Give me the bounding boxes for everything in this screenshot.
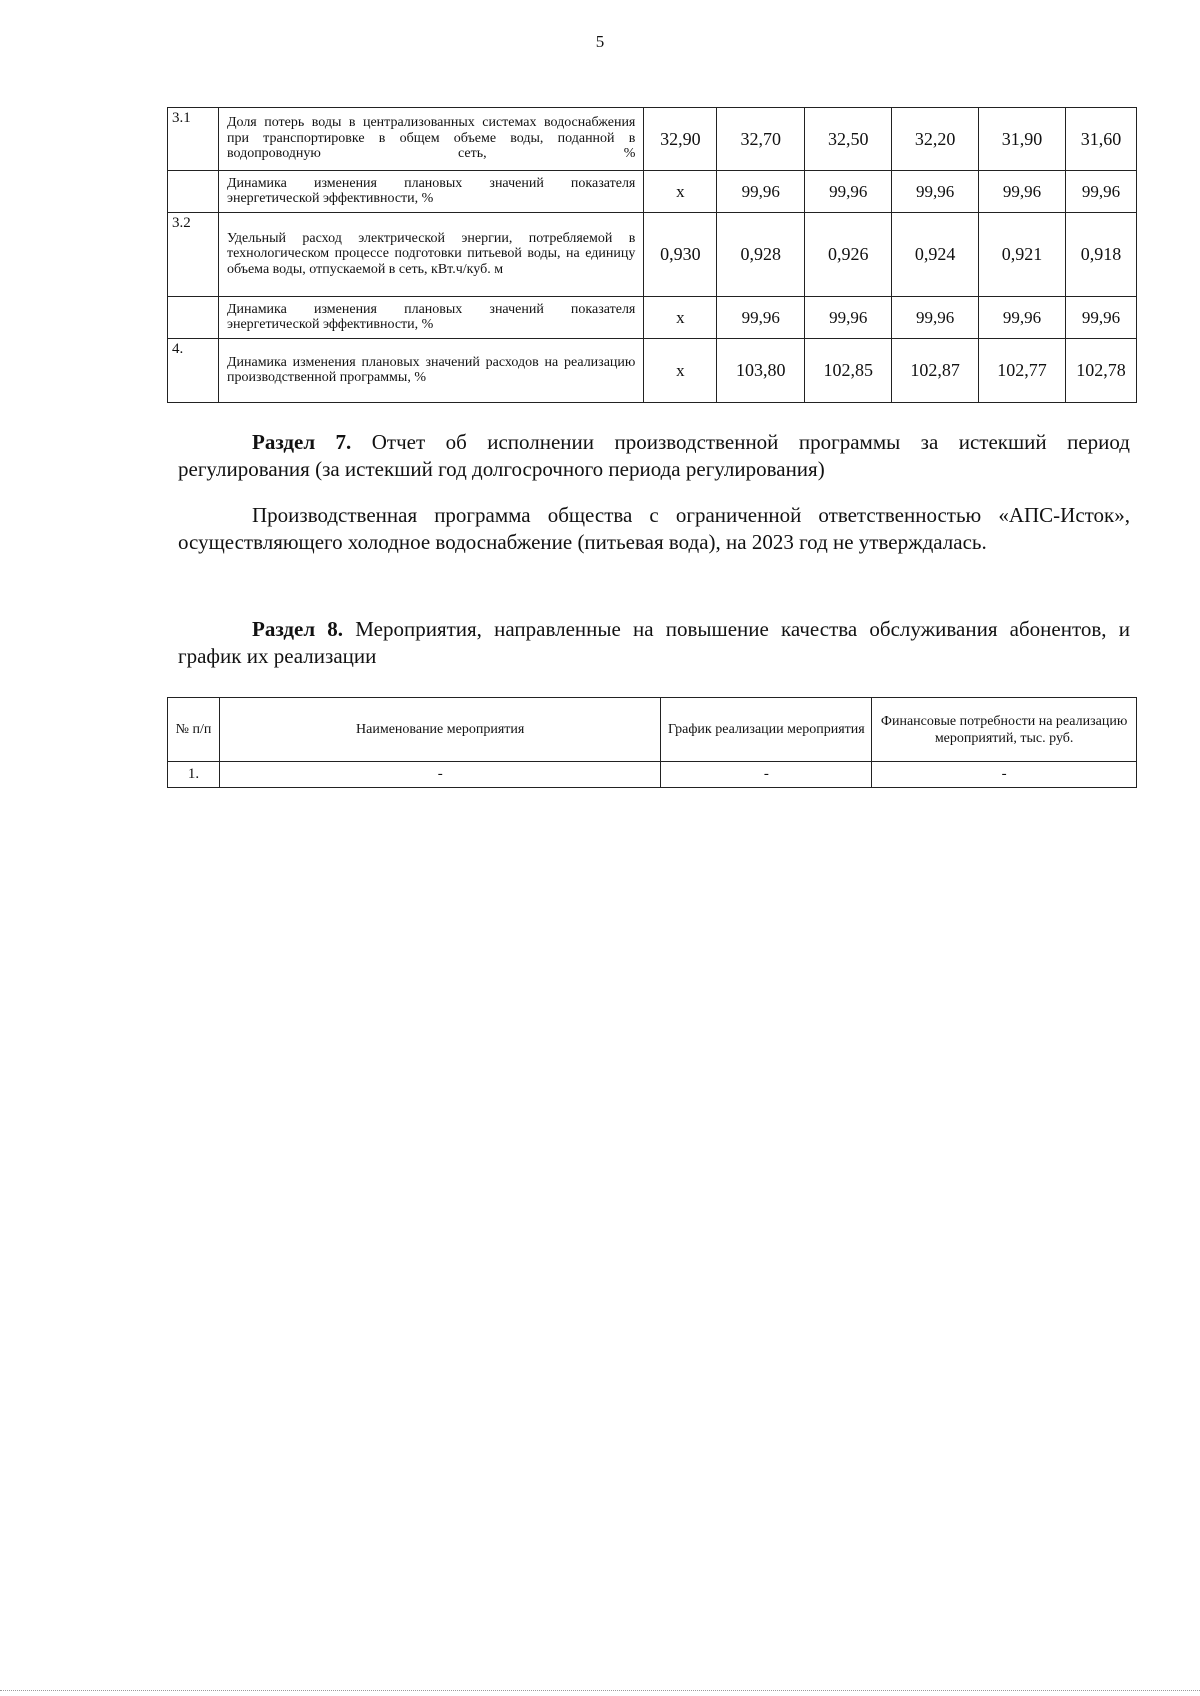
section-8-label: Раздел 8. bbox=[252, 617, 344, 641]
row-description: Динамика изменения плановых значений расходов на реализацию производственной программы, % bbox=[218, 339, 643, 403]
value-cell: 32,20 bbox=[892, 108, 979, 171]
section-8-title: Мероприятия, направленные на повышение качества обслуживания абонентов, и график их реализации bbox=[178, 617, 1130, 668]
header-num: № п/п bbox=[168, 698, 220, 762]
header-schedule: График реализации мероприятия bbox=[661, 698, 872, 762]
value-cell: x bbox=[644, 297, 717, 339]
row-finance: - bbox=[872, 762, 1137, 788]
value-cell: 99,96 bbox=[1066, 297, 1137, 339]
header-finance: Финансовые потребности на реализацию мероприятий, тыс. руб. bbox=[872, 698, 1137, 762]
section-7-body bbox=[178, 502, 1130, 556]
value-cell: 99,96 bbox=[717, 297, 805, 339]
table-row bbox=[168, 213, 1137, 297]
row-schedule: - bbox=[661, 762, 872, 788]
value-cell: 102,78 bbox=[1066, 339, 1137, 403]
section-7-title: Отчет об исполнении производственной программы за истекший период регулирования (за истекший год долгосрочного периода регулирования) bbox=[178, 430, 1130, 481]
value-cell: 32,70 bbox=[717, 108, 805, 171]
value-cell: 31,90 bbox=[979, 108, 1066, 171]
row-number: 1. bbox=[168, 762, 220, 788]
value-cell: 99,96 bbox=[892, 171, 979, 213]
row-number bbox=[168, 297, 219, 339]
value-cell: 0,930 bbox=[644, 213, 717, 297]
value-cell: 102,85 bbox=[805, 339, 892, 403]
section-7-label: Раздел 7. bbox=[252, 430, 352, 454]
table-header-row bbox=[168, 698, 1137, 762]
section-7-text: Производственная программа общества с ограниченной ответственностью «АПС-Исток», осуществляющего холодное водоснабжение (питьевая вода), на 2023 год не утверждалась. bbox=[178, 503, 1130, 554]
value-cell: 99,96 bbox=[979, 297, 1066, 339]
row-description: Динамика изменения плановых значений показателя энергетической эффективности, % bbox=[218, 171, 643, 213]
value-cell: 32,50 bbox=[805, 108, 892, 171]
value-cell: 99,96 bbox=[805, 171, 892, 213]
row-number: 3.2 bbox=[168, 213, 219, 297]
value-cell: 32,90 bbox=[644, 108, 717, 171]
row-description: Динамика изменения плановых значений показателя энергетической эффективности, % bbox=[218, 297, 643, 339]
scan-artifact-line bbox=[0, 1690, 1200, 1692]
value-cell: x bbox=[644, 339, 717, 403]
row-description: Удельный расход электрической энергии, потребляемой в технологическом процессе подготовки питьевой воды, на единицу объема воды, отпускаемой в сеть, кВт.ч/куб. м bbox=[218, 213, 643, 297]
value-cell: 0,918 bbox=[1066, 213, 1137, 297]
header-name: Наименование мероприятия bbox=[219, 698, 660, 762]
value-cell: 31,60 bbox=[1066, 108, 1137, 171]
value-cell: 102,87 bbox=[892, 339, 979, 403]
value-cell: 99,96 bbox=[1066, 171, 1137, 213]
value-cell: 99,96 bbox=[979, 171, 1066, 213]
row-number: 4. bbox=[168, 339, 219, 403]
row-number bbox=[168, 171, 219, 213]
value-cell: 99,96 bbox=[805, 297, 892, 339]
row-name: - bbox=[219, 762, 660, 788]
value-cell: 99,96 bbox=[717, 171, 805, 213]
indicators-table bbox=[167, 107, 1137, 403]
value-cell: 102,77 bbox=[979, 339, 1066, 403]
page-number: 5 bbox=[595, 32, 605, 51]
value-cell: 99,96 bbox=[892, 297, 979, 339]
section-8-heading bbox=[178, 616, 1130, 670]
value-cell: 103,80 bbox=[717, 339, 805, 403]
row-description: Доля потерь воды в централизованных системах водоснабжения при транспортировке в общем объеме воды, поданной в водопроводную сеть, % bbox=[218, 108, 643, 171]
value-cell: 0,924 bbox=[892, 213, 979, 297]
events-table bbox=[167, 697, 1137, 788]
table-row bbox=[168, 762, 1137, 788]
value-cell: 0,926 bbox=[805, 213, 892, 297]
table-row bbox=[168, 108, 1137, 171]
value-cell: x bbox=[644, 171, 717, 213]
table-row bbox=[168, 297, 1137, 339]
row-number: 3.1 bbox=[168, 108, 219, 171]
table-row bbox=[168, 339, 1137, 403]
value-cell: 0,928 bbox=[717, 213, 805, 297]
section-7-heading bbox=[178, 429, 1130, 483]
value-cell: 0,921 bbox=[979, 213, 1066, 297]
table-row bbox=[168, 171, 1137, 213]
